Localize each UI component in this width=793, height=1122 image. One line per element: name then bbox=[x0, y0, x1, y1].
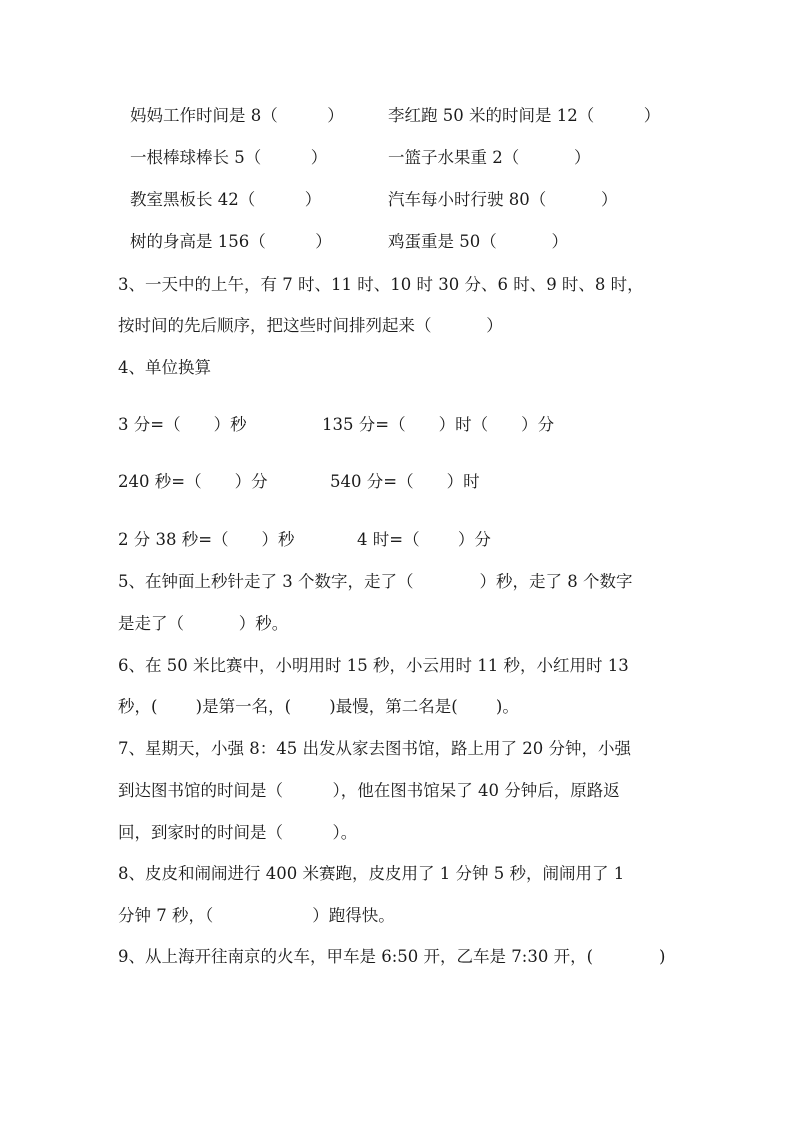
question-9-line-1: 9、从上海开往南京的火车，甲车是 6:50 开，乙车是 7:30 开，( ) bbox=[118, 947, 666, 966]
question-7-line-3: 回，到家时的时间是（ ）。 bbox=[118, 823, 358, 842]
question-6-line-2: 秒，( )是第一名，( )最慢，第二名是( )。 bbox=[118, 697, 519, 716]
question-4-title: 4、单位换算 bbox=[118, 358, 211, 377]
conversion-4hour-to-min: 4 时=（ ）分 bbox=[357, 530, 491, 549]
unit-item-mom-work-time: 妈妈工作时间是 8（ ） bbox=[130, 106, 344, 125]
conversion-540min-to-hour: 540 分=（ ）时 bbox=[330, 472, 480, 491]
question-3-line-1: 3、一天中的上午，有 7 时、11 时、10 时 30 分、6 时、9 时、8 时， bbox=[118, 275, 644, 294]
question-5-line-1: 5、在钟面上秒针走了 3 个数字，走了（ ）秒，走了 8 个数字 bbox=[118, 572, 633, 591]
question-3-line-2: 按时间的先后顺序，把这些时间排列起来（ ） bbox=[118, 316, 503, 335]
unit-item-car-speed: 汽车每小时行驶 80（ ） bbox=[388, 190, 618, 209]
question-5-line-2: 是走了（ ）秒。 bbox=[118, 614, 289, 633]
unit-item-blackboard-length: 教室黑板长 42（ ） bbox=[130, 190, 322, 209]
unit-item-lihong-run-time: 李红跑 50 米的时间是 12（ ） bbox=[388, 106, 661, 125]
unit-item-bat-length: 一根棒球棒长 5（ ） bbox=[130, 148, 328, 167]
conversion-3min-to-sec: 3 分=（ ）秒 bbox=[118, 415, 247, 434]
conversion-135min-to-hour-min: 135 分=（ ）时（ ）分 bbox=[322, 415, 555, 434]
unit-item-fruit-weight: 一篮子水果重 2（ ） bbox=[388, 148, 591, 167]
question-7-line-1: 7、星期天，小强 8：45 出发从家去图书馆，路上用了 20 分钟，小强 bbox=[118, 739, 631, 758]
question-8-line-1: 8、皮皮和闹闹进行 400 米赛跑，皮皮用了 1 分钟 5 秒，闹闹用了 1 bbox=[118, 864, 625, 883]
conversion-2min38sec-to-sec: 2 分 38 秒=（ ）秒 bbox=[118, 530, 295, 549]
question-7-line-2: 到达图书馆的时间是（ ），他在图书馆呆了 40 分钟后，原路返 bbox=[118, 781, 620, 800]
question-6-line-1: 6、在 50 米比赛中，小明用时 15 秒，小云用时 11 秒，小红用时 13 bbox=[118, 656, 629, 675]
unit-item-egg-weight: 鸡蛋重是 50（ ） bbox=[388, 232, 568, 251]
question-8-line-2: 分钟 7 秒，（ ）跑得快。 bbox=[118, 906, 395, 925]
unit-item-tree-height: 树的身高是 156（ ） bbox=[130, 232, 332, 251]
conversion-240sec-to-min: 240 秒=（ ）分 bbox=[118, 472, 268, 491]
